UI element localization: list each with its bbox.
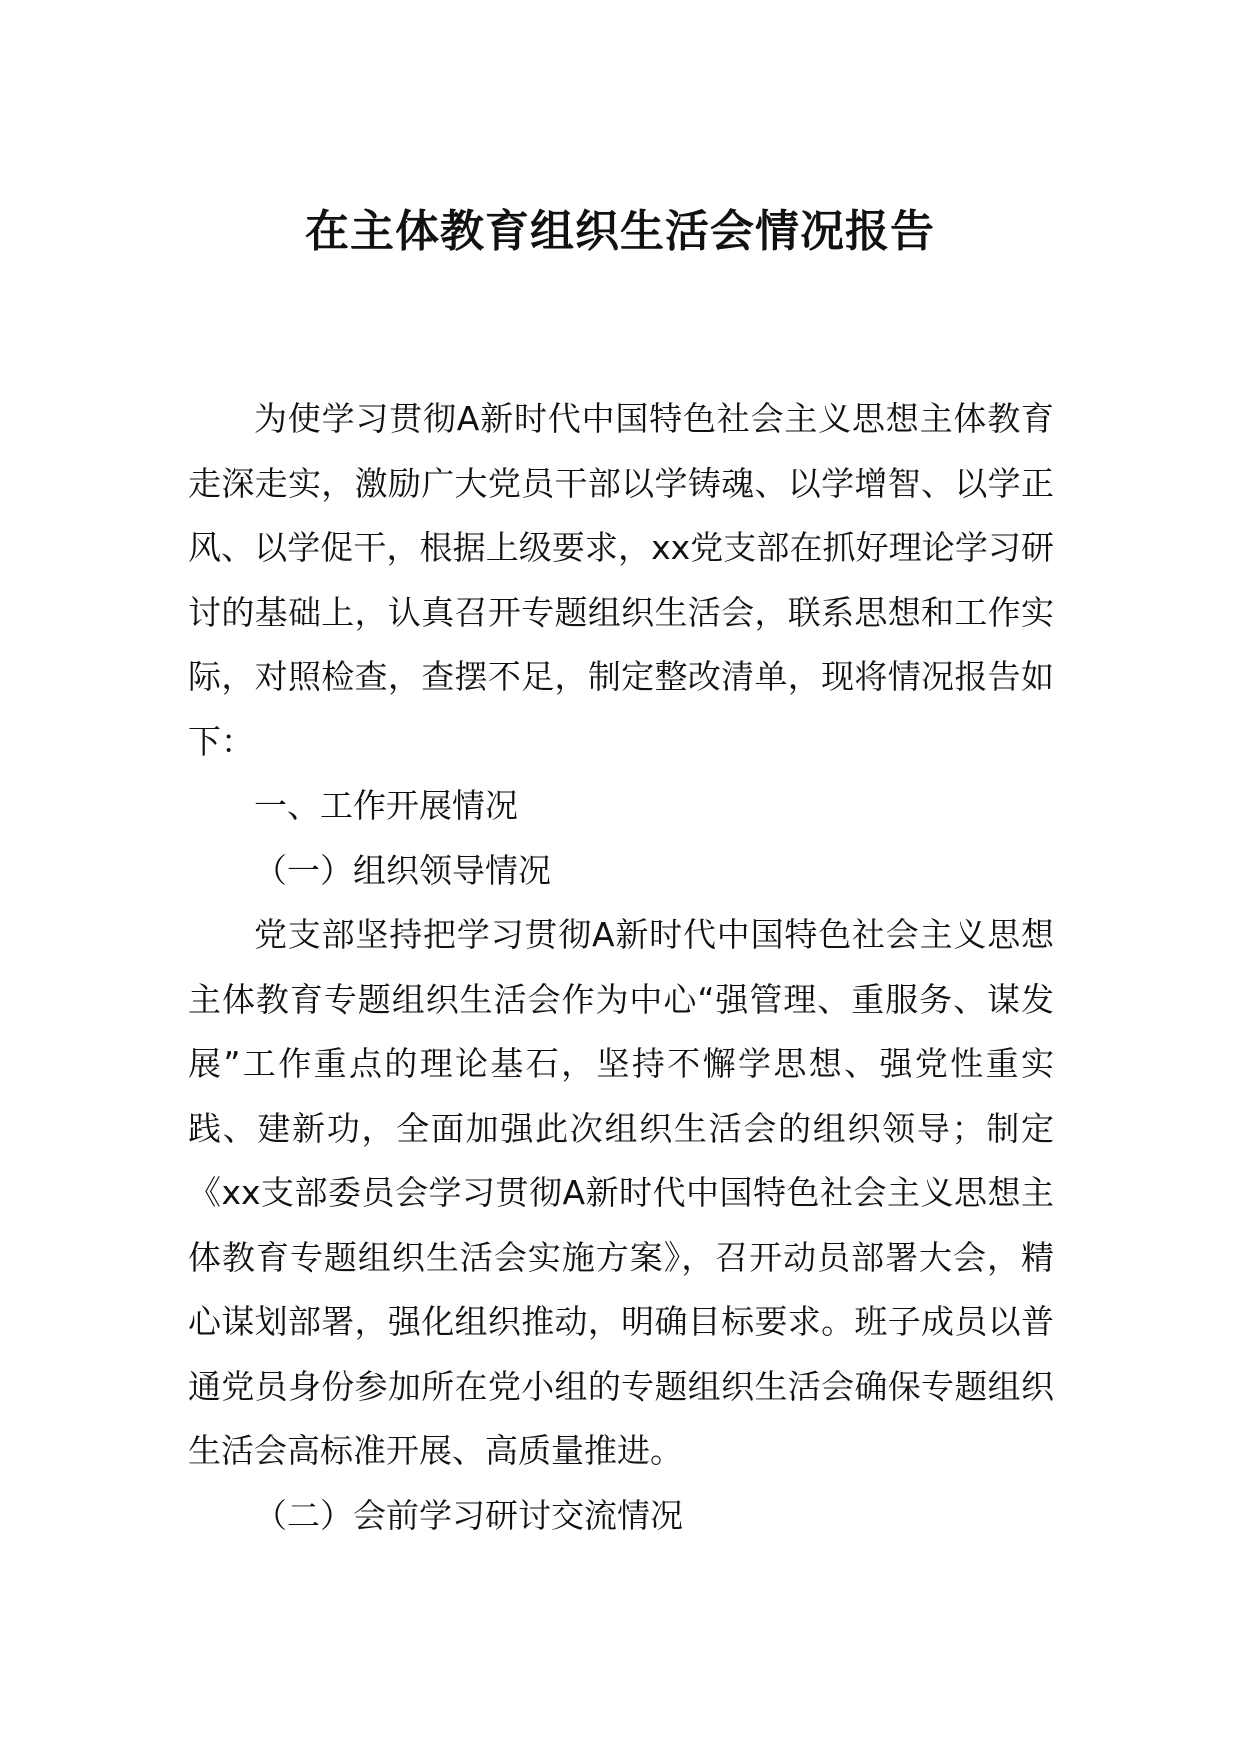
intro-paragraph: 为使学习贯彻A新时代中国特色社会主义思想主体教育走深走实，激励广大党员干部以学铸魂、以学增智、以学正风、以学促干，根据上级要求，xx党支部在抓好理论学习研讨的基础上，认真召开专题组织生活会，联系思想和工作实际，对照检查，查摆不足，制定整改清单，现将情况报告如下： [188,399,1054,761]
document-body [188,387,1054,1548]
document-title: 在主体教育组织生活会情况报告 [305,206,935,257]
subsection-heading-1: （一）组织领导情况 [254,850,551,890]
section-heading-1: 一、工作开展情况 [254,786,518,825]
subsection-heading-2: （二）会前学习研讨交流情况 [254,1495,683,1535]
body-paragraph-leadership: 党支部坚持把学习贯彻A新时代中国特色社会主义思想主体教育专题组织生活会作为中心“强管理、重服务、谋发展”工作重点的理论基石，坚持不懈学思想、强党性重实践、建新功，全面加强此次组织生活会的组织领导；制定《xx支部委员会学习贯彻A新时代中国特色社会主义思想主体教育专题组织生活会实施方案》，召开动员部署大会，精心谋划部署，强化组织推动，明确目标要求。班子成员以普通党员身份参加所在党小组的专题组织生活会确保专题组织生活会高标准开展、高质量推进。 [188,915,1054,1470]
